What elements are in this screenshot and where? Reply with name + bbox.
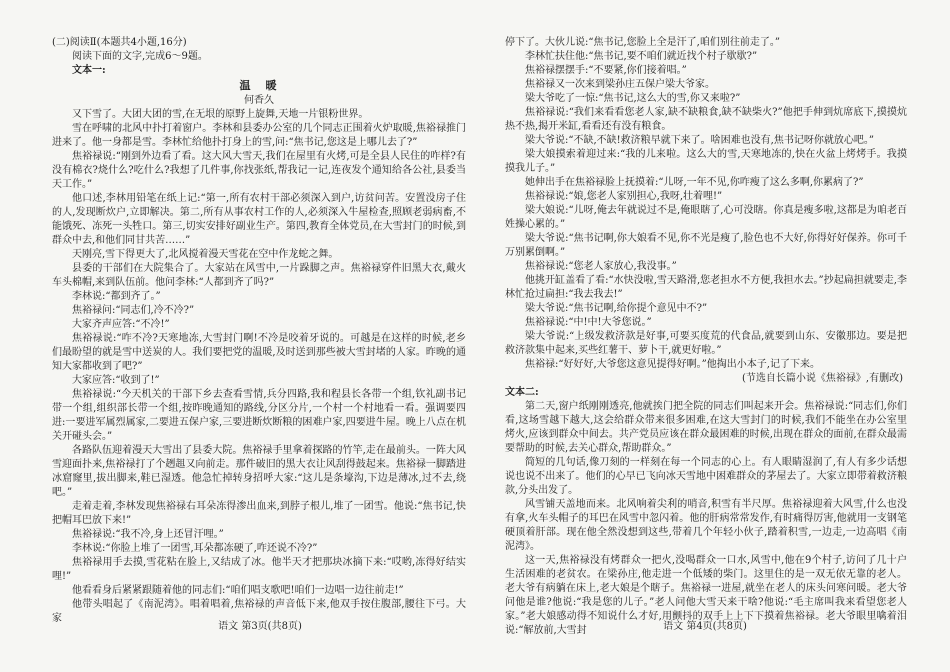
text2-label: 文本二: bbox=[505, 387, 539, 398]
paragraph: 李林忙扶住他:“焦书记,要不咱们就近找个村子歇歇?” bbox=[525, 51, 758, 62]
paragraph: 梁大爷说:“不缺,不缺!救济粮早就下来了。啥困难也没有,焦书记呀你就放心吧。” bbox=[525, 135, 874, 146]
paragraph: 梁大爷说:“上级发救济款是好事,可要买度荒的代食品,就要到山东、安徽那边。要是把救济款集中起来,买些红薯干、萝卜干,就更好啦。” bbox=[505, 331, 907, 356]
paragraph: 李林说:“都到齐了。” bbox=[72, 291, 161, 302]
paragraph: 他带头唱起了《南泥湾》。唱着唱着,焦裕禄的声音低下来,他双手按住腹部,腰往下弓。大家 bbox=[52, 599, 466, 624]
paragraph: 焦裕禄用手去摸,雪花粘在脸上,又结成了冰。他半天才把那块冰摘下来:“哎哟,冻得好结实哩!” bbox=[52, 557, 466, 582]
paragraph: 焦裕禄说:“刚到外边看了看。这大风大雪天,我们在屋里有火烤,可是全县人民住的咋样?有没有棉衣?烧什么?吃什么?我想了几件事,你找张纸,帮我记一记,连夜发个通知给各公社,县委当天工作。” bbox=[52, 151, 466, 190]
paragraph: 简短的几句话,像刀刻的一样刻在每一个同志的心上。有人眼睛湿润了,有人有多少话想说也说不出来了。他们的心早已飞向冰天雪地中困难群众的茅屋去了。大家立即带着救济粮款,分头出发了。 bbox=[505, 457, 907, 496]
text1-label: 文本一: bbox=[72, 65, 106, 76]
paragraph: 焦裕禄说:“咋不冷?天寒地冻,大雪封门啊!不冷是咬着牙说的。可越是在这样的时候,老乡们最盼望的就是雪中送炭的人。我们要把党的温暖,及时送到那些被大雪封堵的人家。昨晚的通知大家都收到了吧?” bbox=[52, 333, 466, 372]
paragraph: 风雪铺天盖地而来。北风响着尖利的哨音,积雪有半尺厚。焦裕禄迎着大风雪,什么也没有拿,火车头帽子的耳巴在风雪中忽闪着。他的肝病常常发作,有时痛得厉害,他就用一支钢笔硬顶着肝部。现在他全然没想到这些,带着几个年轻小伙子,踏着积雪,一边走,一边高唱《南泥湾》。 bbox=[505, 499, 907, 552]
section-heading: (二)阅读Ⅱ(本题共4小题,16分) bbox=[52, 37, 187, 48]
paragraph: 他看看身后紧紧跟随着他的同志们:“咱们唱支歌吧!咱们一边唱一边往前走!” bbox=[72, 585, 404, 596]
article-title: 温 暖 bbox=[239, 79, 279, 92]
reading-instruction: 阅读下面的文字,完成6～9题。 bbox=[72, 51, 208, 62]
paragraph: 焦裕禄问:“同志们,冷不冷?” bbox=[72, 305, 195, 316]
paragraph: 李林说:“你脸上堆了一团雪,耳朵都冻硬了,咋还说不冷?” bbox=[72, 543, 318, 554]
paragraph: 雪在呼啸的北风中扑打着窗户。李林和县委办公室的几个同志正围着火炉取暖,焦裕禄推门进来了。他一身都是雪。李林忙给他扑打身上的雪,问:“焦书记,您这是上哪儿去了?” bbox=[52, 123, 466, 148]
paragraph: 焦裕禄说:“我不冷,身上还冒汗哩。” bbox=[72, 529, 224, 540]
paragraph: 这一天,焦裕禄没有烤群众一把火,没喝群众一口水,风雪中,他在9个村子,访问了几十户生活困难的老贫农。在梁孙庄,他走进一个低矮的柴门。这里住的是一双无依无靠的老人。老大爷有病躺在床上,老大娘是个瞎子。焦裕禄一进屋,就坐在老人的床头问寒问暖。老大爷问他是谁?他说:“我是您的儿子。”老人问他大雪天来干啥?他说:“毛主席叫我来看望您老人家。”老大娘感动得不知说什么才好,用颤抖的双手上上下下摸着焦裕禄。老大爷眼里噙着泪说:“解放前,大雪封 bbox=[505, 555, 907, 636]
paragraph: 她伸出手在焦裕禄脸上抚摸着:“儿呀,一年不见,你咋瘦了这么多啊,你累病了?” bbox=[525, 177, 864, 188]
paragraph: 焦裕禄:“好好好,大爷您这意见提得好啊。”他掏出小本子,记了下来。 bbox=[525, 359, 820, 370]
paragraph: 第二天,窗户纸刚刚透亮,他就挨门把全院的同志们叫起来开会。焦裕禄说:“同志们,你们看,这场雪越下越大,这会给群众带来很多困难,在这大雪封门的时候,我们不能坐在办公室里烤火,应该到群众中间去。共产党员应该在群众最困难的时候,出现在群众的面前,在群众最需要帮助的时候,去关心群众,帮助群众。” bbox=[505, 401, 907, 454]
paragraph: 大家应答:“收到了!” bbox=[72, 375, 160, 386]
paragraph: 大家齐声应答:“不冷!” bbox=[72, 319, 170, 330]
paragraph-continuation: 停下了。大伙儿说:“焦书记,您脸上全是汗了,咱们别往前走了。” bbox=[505, 37, 780, 48]
article-author: 何香久 bbox=[244, 95, 274, 106]
paragraph: 天刚亮,雪下得更大了,北风搅着漫天雪花在空中作龙蛇之舞。 bbox=[72, 249, 339, 260]
paragraph: 梁大爷说:“焦书记啊,给你提个意见中不?” bbox=[525, 303, 708, 314]
paragraph: 焦裕禄说:“我们来看看您老人家,缺不缺粮食,缺不缺柴火?”他把手伸到炕席底下,摸摸炕热不热,揭开米缸,看看还有没有粮食。 bbox=[505, 107, 907, 132]
paragraph: 焦裕禄说:“您老人家放心,我没事。” bbox=[525, 261, 677, 272]
page-footer-4: 语文 第4页(共8页) bbox=[663, 621, 747, 632]
paragraph: 县委的干部们在大院集合了。大家站在风雪中,一片跺脚之声。焦裕禄穿件旧黑大衣,戴火车头棉帽,来到队伍前。他问李林:“人都到齐了吗?” bbox=[52, 263, 466, 288]
paragraph: 焦裕禄说:“今天机关的干部下乡去查看雪情,兵分四路,我和程县长各带一个组,钦礼副书记带一个组,组织部长带一个组,按昨晚通知的路线,分区分片,一个村一个村地看一看。强调要四进:一要进军属烈属家,二要进五保户家,三要进断炊断粮的困难户家,四要进牛屋。晚上八点在机关开碰头会。” bbox=[52, 389, 466, 442]
paragraph: 他挑开缸盖看了看:“水快没啦,雪天路滑,您老担水不方便,我担水去。”抄起扁担就要走,李林忙抢过扁担:“我去我去!” bbox=[505, 275, 907, 300]
page-footer-3: 语文 第3页(共8页) bbox=[218, 621, 302, 632]
paragraph: 各路队伍迎着漫天大雪出了县委大院。焦裕禄手里拿着探路的竹竿,走在最前头。一阵大风雪迎面扑来,焦裕禄打了个趔趄又向前走。那件破旧的黑大衣让风刮得鼓起来。焦裕禄一脚踏进冰窟窿里,拔出脚来,鞋已湿透。他急忙掉转身招呼大家:“这儿是条壕沟,下边是薄冰,过不去,绕吧。” bbox=[52, 445, 466, 498]
paragraph: 梁大娘说:“儿呀,俺去年就说过不是,俺眼瞎了,心可没瞎。你真是瘦多啦,这都是为咱老百姓操心累的。” bbox=[505, 205, 907, 230]
paragraph: 焦裕禄说:“娘,您老人家别担心,我呀,壮着哩!” bbox=[525, 191, 723, 202]
paragraph: 梁大娘摸索着迎过来:“我的儿来啦。这么大的雪,天寒地冻的,快在火盆上烤烤手。我摸摸我儿子。” bbox=[505, 149, 907, 174]
paragraph: 梁大爷说:“焦书记啊,你大娘看不见,你不光是瘦了,脸色也不大好,你得好好保养。你可千万别累倒啊。” bbox=[505, 233, 907, 258]
paragraph: 焦裕禄说:“中!中!大爷您说。” bbox=[525, 317, 652, 328]
source-note: (节选自长篇小说《焦裕禄》,有删改) bbox=[742, 373, 903, 384]
paragraph: 焦裕禄又一次来到梁孙庄五保户梁大爷家。 bbox=[525, 79, 715, 90]
paragraph: 走着走着,李林发现焦裕禄右耳朵冻得渗出血来,到脖子根儿,堆了一团雪。他说:“焦书记,快把帽耳巴放下来!” bbox=[52, 501, 466, 526]
paragraph: 梁大爷吃了一惊:“焦书记,这么大的雪,你又来啦?” bbox=[525, 93, 741, 104]
paragraph: 焦裕禄摆摆手:“不要紧,你们接着唱。” bbox=[525, 65, 687, 76]
paragraph: 又下雪了。大团大团的雪,在无垠的原野上旋舞,天地一片银粉世界。 bbox=[72, 109, 369, 120]
left-page-column bbox=[52, 36, 466, 624]
paragraph: 他口述,李林用铅笔在纸上记:“第一,所有农村干部必须深入到户,访贫问苦。安置没房子住的人,发现断炊户,立即解决。第二,所有从事农村工作的人,必须深入牛屋检查,照顾老弱病畜,不能饿死、冻死一头牲口。第三,切实安排好副业生产。第四,教育全体党员,在大雪封门的时候,到群众中去,和他们同甘共苦……” bbox=[52, 193, 466, 246]
